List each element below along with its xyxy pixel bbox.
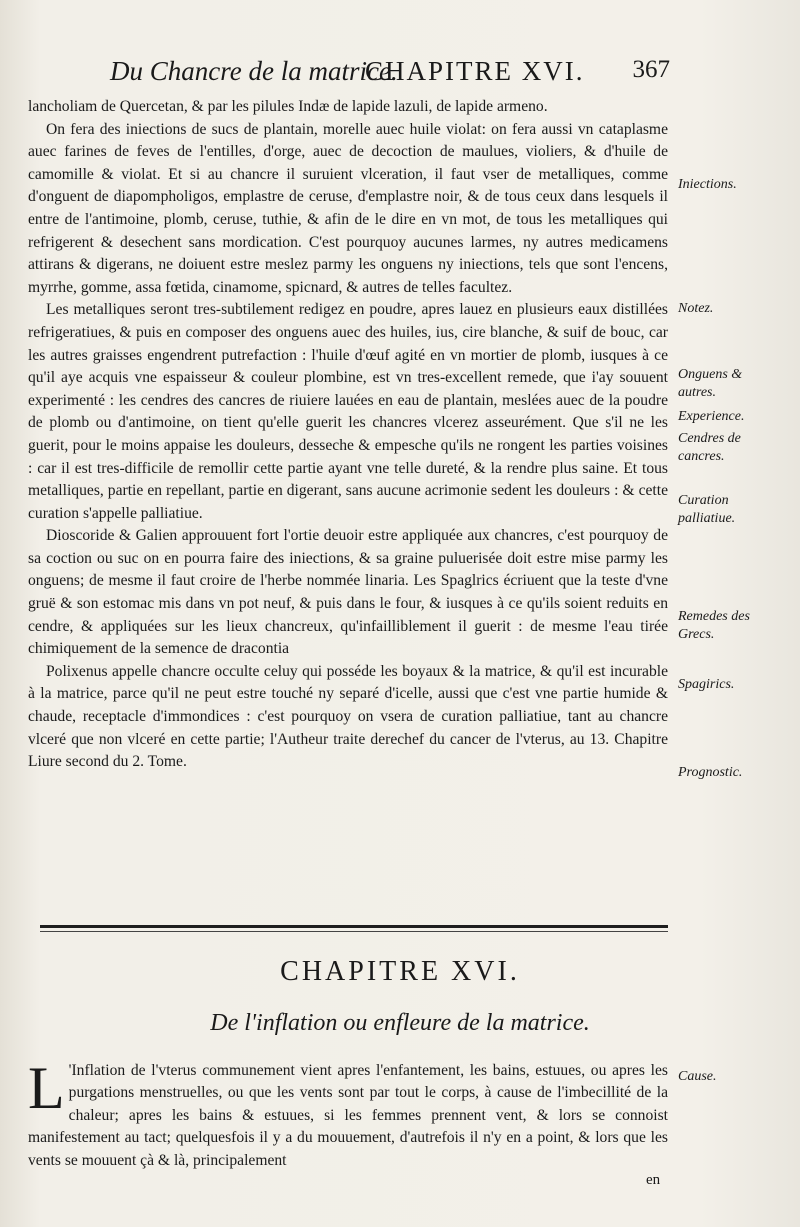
- margin-note: Iniections.: [678, 177, 737, 192]
- margin-note: Onguens & autres.: [678, 367, 743, 400]
- margin-note: Spagirics.: [678, 677, 735, 692]
- margin-note: Curation palliatiue.: [678, 493, 736, 526]
- page-number: 367: [632, 56, 670, 83]
- chapter-heading: CHAPITRE XVI.: [280, 956, 520, 987]
- chapter-text: 'Inflation de l'vterus communement vient apres l'enfantement, les bains, estuues, ou apres les purgations menstruelles, ou que les vents sont par tout le corps, à cause de l'imbecillité de la chaleur; apres les bains & estuues, si les femmes prennent vent, & lors se connoist manifestement au tact; quelquesfois il y a du mouuement, d'autrefois il n'y en a point, & lors que les vents se mouuent çà & là, principalement: [28, 1062, 668, 1169]
- paragraph: lancholiam de Quercetan, & par les pilules Indæ de lapide lazuli, de lapide armeno.: [28, 98, 548, 115]
- section-rule-thin: [40, 931, 668, 932]
- paragraph: Dioscoride & Galien approuuent fort l'ortie deuoir estre appliquée aux chancres, c'est pourquoy de sa coction ou suc on en pourra faire des iniections, & sa graine puluerisée doit estre mise parmy les onguens; de mesme il faut croire de l'herbe nommée linaria. Les Spaglrics écriuent que la teste d'vne gruë & son estomac mis dans vn pot neuf, & puis dans le four, & iusques à ce qu'ils soient reduits en cendre, & appliquées sur les lieux chancreux, qu'infailliblement il guerit : de mesme l'eau tirée chimiquement de la semence de dracontia: [28, 527, 668, 658]
- chapter-body: [28, 1055, 668, 1172]
- margin-note: Prognostic.: [678, 765, 743, 780]
- drop-cap: L: [28, 1055, 65, 1121]
- margin-note: Remedes des Grecs.: [678, 609, 750, 642]
- chapter-title: De l'inflation ou enfleure de la matrice.: [210, 1010, 590, 1036]
- margin-note: Notez.: [678, 301, 714, 316]
- paragraph: Polixenus appelle chancre occulte celuy qui posséde les boyaux & la matrice, & qu'il est incurable à la matrice, parce qu'il ne peut estre touché ny separé d'icelle, aussi que c'est vne partie humide & chaude, receptacle d'immondices : c'est pourquoy on vsera de curation palliatiue, tant au chancre vlceré que non vlceré en cette partie; l'Autheur traite derechef du cancer de l'vterus, au 13. Chapitre Liure second du 2. Tome.: [28, 662, 668, 771]
- paragraph: Les metalliques seront tres-subtilement redigez en poudre, apres lauez en plusieurs eaux distillées refrigeratiues, & puis en composer des onguens auec des huiles, ius, cire blanche, & suif de bouc, car les autres graisses engendrent putrefaction : l'huile d'œuf agité en vn mortier de plomb, iusques à ce qu'il aye acquis vne espaisseur & couleur plombine, est vn tres-excellent remede, que i'ay souuent experimenté : les cendres des cancres de riuiere lauées en eau de plantain, meslées auec de la poudre de plomb ou d'antimoine, on tient qu'elle guerit les chancres vlcerez asseurément. Que s'il ne les guerit, pour le moins appaise les douleurs, desseche & empesche qu'ils ne rongent les parties voisines : car il est tres-difficile de remollir cette partie ayant vne telle dureté, & la rendre plus saine. Et tous metalliques, partie en repellant, partie en digerant, sans aucune acrimonie sedent les douleurs : & cette curation s'appelle palliatiue.: [28, 301, 668, 522]
- running-head-chapter: CHAPITRE XVI.: [365, 56, 585, 86]
- margin-note: Cause.: [678, 1069, 717, 1084]
- running-head-title: Du Chancre de la matrice.: [110, 56, 398, 86]
- margin-note: Experience.: [678, 409, 745, 424]
- paragraph: On fera des iniections de sucs de plantain, morelle auec huile violat: on fera aussi vn cataplasme auec farines de feves de l'entilles, d'orge, auec de decoction de maulues, violiers, & d'huile de camomille & violat. Et si au chancre il suruient vlceration, il faut vser de metalliques, comme d'onguent de diapompholigos, emplastre de ceruse, d'emplastre noir, & de tous ceux dans lesquels il entre de l'antimoine, plomb, ceruse, tuthie, & afin de le dire en vn mot, de tous les metalliques qui refrigerent & desechent sans mordication. C'est pourquoy aucunes larmes, ny autres medicamens attirans & digerans, ne doiuent estre meslez parmy les onguens ny iniections, tels que sont l'encens, myrrhe, gomme, assa fœtida, cinamome, spicnard, & autres de telles facultez.: [28, 120, 668, 296]
- catchword: en: [646, 1172, 661, 1188]
- margin-notes: [678, 0, 798, 1227]
- running-head: [110, 56, 670, 92]
- section-rule: [40, 925, 668, 928]
- margin-note: Cendres de cancres.: [678, 431, 741, 464]
- main-text: [28, 96, 668, 774]
